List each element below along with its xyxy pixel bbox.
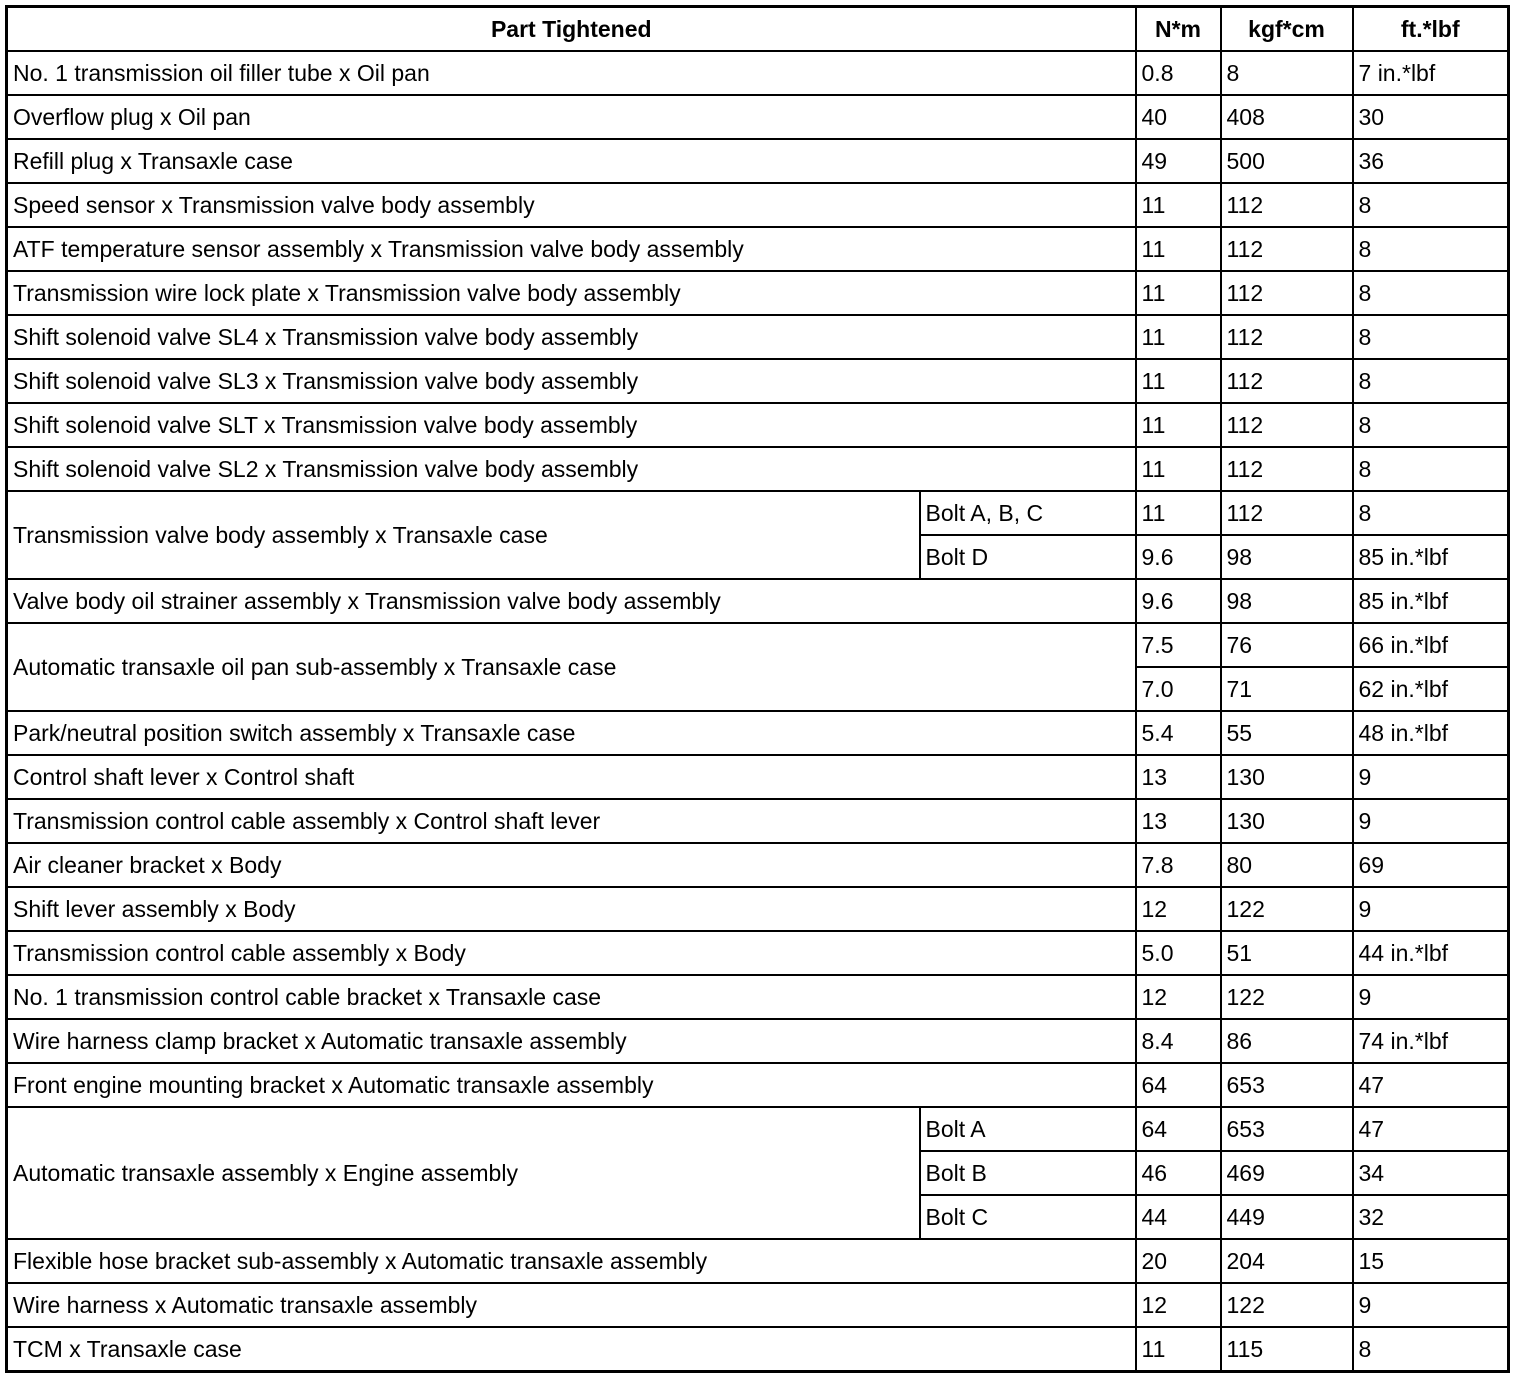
- nm-value-cell: 7.8: [1136, 843, 1221, 887]
- part-tightened-cell: Shift solenoid valve SLT x Transmission valve body assembly: [7, 403, 1136, 447]
- table-row: [7, 975, 1509, 1019]
- ftlbf-value-cell: 74 in.*lbf: [1353, 1019, 1509, 1063]
- ftlbf-value-cell: 9: [1353, 1283, 1509, 1327]
- kgfcm-value-cell: 51: [1221, 931, 1353, 975]
- table-row: [7, 271, 1509, 315]
- table-row: [7, 1107, 1509, 1151]
- bolt-label-cell: Bolt A: [920, 1107, 1136, 1151]
- table-row: [7, 139, 1509, 183]
- table-row: [7, 755, 1509, 799]
- part-tightened-cell: Shift lever assembly x Body: [7, 887, 1136, 931]
- nm-value-cell: 11: [1136, 315, 1221, 359]
- nm-value-cell: 11: [1136, 183, 1221, 227]
- kgfcm-value-cell: 112: [1221, 491, 1353, 535]
- ftlbf-value-cell: 8: [1353, 447, 1509, 491]
- kgfcm-value-cell: 76: [1221, 623, 1353, 667]
- kgfcm-value-cell: 112: [1221, 359, 1353, 403]
- ftlbf-value-cell: 9: [1353, 755, 1509, 799]
- ftlbf-value-cell: 47: [1353, 1063, 1509, 1107]
- kgfcm-value-cell: 115: [1221, 1327, 1353, 1372]
- bolt-label-cell: Bolt B: [920, 1151, 1136, 1195]
- table-row: [7, 887, 1509, 931]
- table-row: [7, 1283, 1509, 1327]
- ftlbf-value-cell: 32: [1353, 1195, 1509, 1239]
- nm-value-cell: 11: [1136, 447, 1221, 491]
- kgfcm-value-cell: 500: [1221, 139, 1353, 183]
- ftlbf-value-cell: 30: [1353, 95, 1509, 139]
- nm-value-cell: 13: [1136, 755, 1221, 799]
- part-tightened-cell: Transmission control cable assembly x Control shaft lever: [7, 799, 1136, 843]
- table-row: [7, 711, 1509, 755]
- ftlbf-value-cell: 85 in.*lbf: [1353, 535, 1509, 579]
- nm-value-cell: 9.6: [1136, 535, 1221, 579]
- part-tightened-cell: Air cleaner bracket x Body: [7, 843, 1136, 887]
- nm-value-cell: 0.8: [1136, 51, 1221, 95]
- table-row: [7, 403, 1509, 447]
- ftlbf-value-cell: 47: [1353, 1107, 1509, 1151]
- ftlbf-value-cell: 8: [1353, 403, 1509, 447]
- kgfcm-value-cell: 204: [1221, 1239, 1353, 1283]
- nm-value-cell: 20: [1136, 1239, 1221, 1283]
- kgfcm-value-cell: 653: [1221, 1063, 1353, 1107]
- ftlbf-value-cell: 36: [1353, 139, 1509, 183]
- nm-value-cell: 5.4: [1136, 711, 1221, 755]
- kgfcm-value-cell: 112: [1221, 447, 1353, 491]
- part-tightened-cell: ATF temperature sensor assembly x Transmission valve body assembly: [7, 227, 1136, 271]
- part-tightened-cell: Transmission valve body assembly x Transaxle case: [7, 491, 920, 579]
- torque-specification-table: [5, 5, 1510, 1373]
- table-body: [7, 51, 1509, 1372]
- part-tightened-cell: Shift solenoid valve SL4 x Transmission valve body assembly: [7, 315, 1136, 359]
- nm-value-cell: 7.0: [1136, 667, 1221, 711]
- table-row: [7, 1063, 1509, 1107]
- part-tightened-cell: Automatic transaxle oil pan sub-assembly x Transaxle case: [7, 623, 1136, 711]
- part-tightened-cell: Shift solenoid valve SL2 x Transmission valve body assembly: [7, 447, 1136, 491]
- table-row: [7, 579, 1509, 623]
- part-tightened-cell: No. 1 transmission control cable bracket x Transaxle case: [7, 975, 1136, 1019]
- part-tightened-cell: Overflow plug x Oil pan: [7, 95, 1136, 139]
- part-tightened-cell: Automatic transaxle assembly x Engine assembly: [7, 1107, 920, 1239]
- nm-value-cell: 11: [1136, 403, 1221, 447]
- nm-value-cell: 12: [1136, 975, 1221, 1019]
- ftlbf-value-cell: 9: [1353, 799, 1509, 843]
- nm-value-cell: 64: [1136, 1063, 1221, 1107]
- nm-value-cell: 12: [1136, 887, 1221, 931]
- nm-value-cell: 8.4: [1136, 1019, 1221, 1063]
- part-tightened-cell: Transmission wire lock plate x Transmission valve body assembly: [7, 271, 1136, 315]
- kgfcm-value-cell: 98: [1221, 535, 1353, 579]
- table-row: [7, 799, 1509, 843]
- nm-value-cell: 13: [1136, 799, 1221, 843]
- kgfcm-value-cell: 86: [1221, 1019, 1353, 1063]
- nm-value-cell: 44: [1136, 1195, 1221, 1239]
- table-row: [7, 95, 1509, 139]
- header-nm: N*m: [1136, 7, 1221, 52]
- part-tightened-cell: Flexible hose bracket sub-assembly x Automatic transaxle assembly: [7, 1239, 1136, 1283]
- nm-value-cell: 9.6: [1136, 579, 1221, 623]
- ftlbf-value-cell: 66 in.*lbf: [1353, 623, 1509, 667]
- nm-value-cell: 12: [1136, 1283, 1221, 1327]
- kgfcm-value-cell: 8: [1221, 51, 1353, 95]
- part-tightened-cell: Refill plug x Transaxle case: [7, 139, 1136, 183]
- nm-value-cell: 11: [1136, 491, 1221, 535]
- nm-value-cell: 11: [1136, 359, 1221, 403]
- ftlbf-value-cell: 8: [1353, 227, 1509, 271]
- ftlbf-value-cell: 34: [1353, 1151, 1509, 1195]
- kgfcm-value-cell: 112: [1221, 271, 1353, 315]
- table-row: [7, 359, 1509, 403]
- part-tightened-cell: Shift solenoid valve SL3 x Transmission valve body assembly: [7, 359, 1136, 403]
- ftlbf-value-cell: 48 in.*lbf: [1353, 711, 1509, 755]
- kgfcm-value-cell: 71: [1221, 667, 1353, 711]
- part-tightened-cell: Wire harness x Automatic transaxle assembly: [7, 1283, 1136, 1327]
- ftlbf-value-cell: 8: [1353, 183, 1509, 227]
- part-tightened-cell: No. 1 transmission oil filler tube x Oil pan: [7, 51, 1136, 95]
- table-row: [7, 447, 1509, 491]
- kgfcm-value-cell: 112: [1221, 403, 1353, 447]
- kgfcm-value-cell: 98: [1221, 579, 1353, 623]
- part-tightened-cell: Control shaft lever x Control shaft: [7, 755, 1136, 799]
- table-row: [7, 623, 1509, 667]
- nm-value-cell: 46: [1136, 1151, 1221, 1195]
- kgfcm-value-cell: 122: [1221, 887, 1353, 931]
- part-tightened-cell: TCM x Transaxle case: [7, 1327, 1136, 1372]
- ftlbf-value-cell: 44 in.*lbf: [1353, 931, 1509, 975]
- kgfcm-value-cell: 408: [1221, 95, 1353, 139]
- table-row: [7, 1327, 1509, 1372]
- ftlbf-value-cell: 8: [1353, 491, 1509, 535]
- nm-value-cell: 5.0: [1136, 931, 1221, 975]
- part-tightened-cell: Speed sensor x Transmission valve body assembly: [7, 183, 1136, 227]
- nm-value-cell: 64: [1136, 1107, 1221, 1151]
- table-row: [7, 51, 1509, 95]
- table-row: [7, 227, 1509, 271]
- part-tightened-cell: Wire harness clamp bracket x Automatic transaxle assembly: [7, 1019, 1136, 1063]
- bolt-label-cell: Bolt D: [920, 535, 1136, 579]
- nm-value-cell: 49: [1136, 139, 1221, 183]
- kgfcm-value-cell: 112: [1221, 183, 1353, 227]
- nm-value-cell: 11: [1136, 1327, 1221, 1372]
- kgfcm-value-cell: 130: [1221, 755, 1353, 799]
- header-row: [7, 7, 1509, 52]
- nm-value-cell: 11: [1136, 227, 1221, 271]
- ftlbf-value-cell: 8: [1353, 1327, 1509, 1372]
- bolt-label-cell: Bolt C: [920, 1195, 1136, 1239]
- ftlbf-value-cell: 85 in.*lbf: [1353, 579, 1509, 623]
- header-ftlbf: ft.*lbf: [1353, 7, 1509, 52]
- kgfcm-value-cell: 55: [1221, 711, 1353, 755]
- ftlbf-value-cell: 8: [1353, 271, 1509, 315]
- header-part-tightened: Part Tightened: [7, 7, 1136, 52]
- table-row: [7, 931, 1509, 975]
- bolt-label-cell: Bolt A, B, C: [920, 491, 1136, 535]
- table-row: [7, 1239, 1509, 1283]
- ftlbf-value-cell: 9: [1353, 975, 1509, 1019]
- kgfcm-value-cell: 449: [1221, 1195, 1353, 1239]
- kgfcm-value-cell: 112: [1221, 227, 1353, 271]
- ftlbf-value-cell: 9: [1353, 887, 1509, 931]
- header-kgfcm: kgf*cm: [1221, 7, 1353, 52]
- part-tightened-cell: Front engine mounting bracket x Automatic transaxle assembly: [7, 1063, 1136, 1107]
- ftlbf-value-cell: 8: [1353, 359, 1509, 403]
- kgfcm-value-cell: 130: [1221, 799, 1353, 843]
- kgfcm-value-cell: 80: [1221, 843, 1353, 887]
- table-row: [7, 491, 1509, 535]
- table-row: [7, 183, 1509, 227]
- kgfcm-value-cell: 122: [1221, 1283, 1353, 1327]
- nm-value-cell: 11: [1136, 271, 1221, 315]
- ftlbf-value-cell: 8: [1353, 315, 1509, 359]
- ftlbf-value-cell: 7 in.*lbf: [1353, 51, 1509, 95]
- table-row: [7, 1019, 1509, 1063]
- kgfcm-value-cell: 112: [1221, 315, 1353, 359]
- ftlbf-value-cell: 62 in.*lbf: [1353, 667, 1509, 711]
- kgfcm-value-cell: 653: [1221, 1107, 1353, 1151]
- kgfcm-value-cell: 469: [1221, 1151, 1353, 1195]
- nm-value-cell: 7.5: [1136, 623, 1221, 667]
- ftlbf-value-cell: 69: [1353, 843, 1509, 887]
- nm-value-cell: 40: [1136, 95, 1221, 139]
- part-tightened-cell: Transmission control cable assembly x Body: [7, 931, 1136, 975]
- ftlbf-value-cell: 15: [1353, 1239, 1509, 1283]
- table-row: [7, 315, 1509, 359]
- kgfcm-value-cell: 122: [1221, 975, 1353, 1019]
- part-tightened-cell: Park/neutral position switch assembly x Transaxle case: [7, 711, 1136, 755]
- part-tightened-cell: Valve body oil strainer assembly x Transmission valve body assembly: [7, 579, 1136, 623]
- table-row: [7, 843, 1509, 887]
